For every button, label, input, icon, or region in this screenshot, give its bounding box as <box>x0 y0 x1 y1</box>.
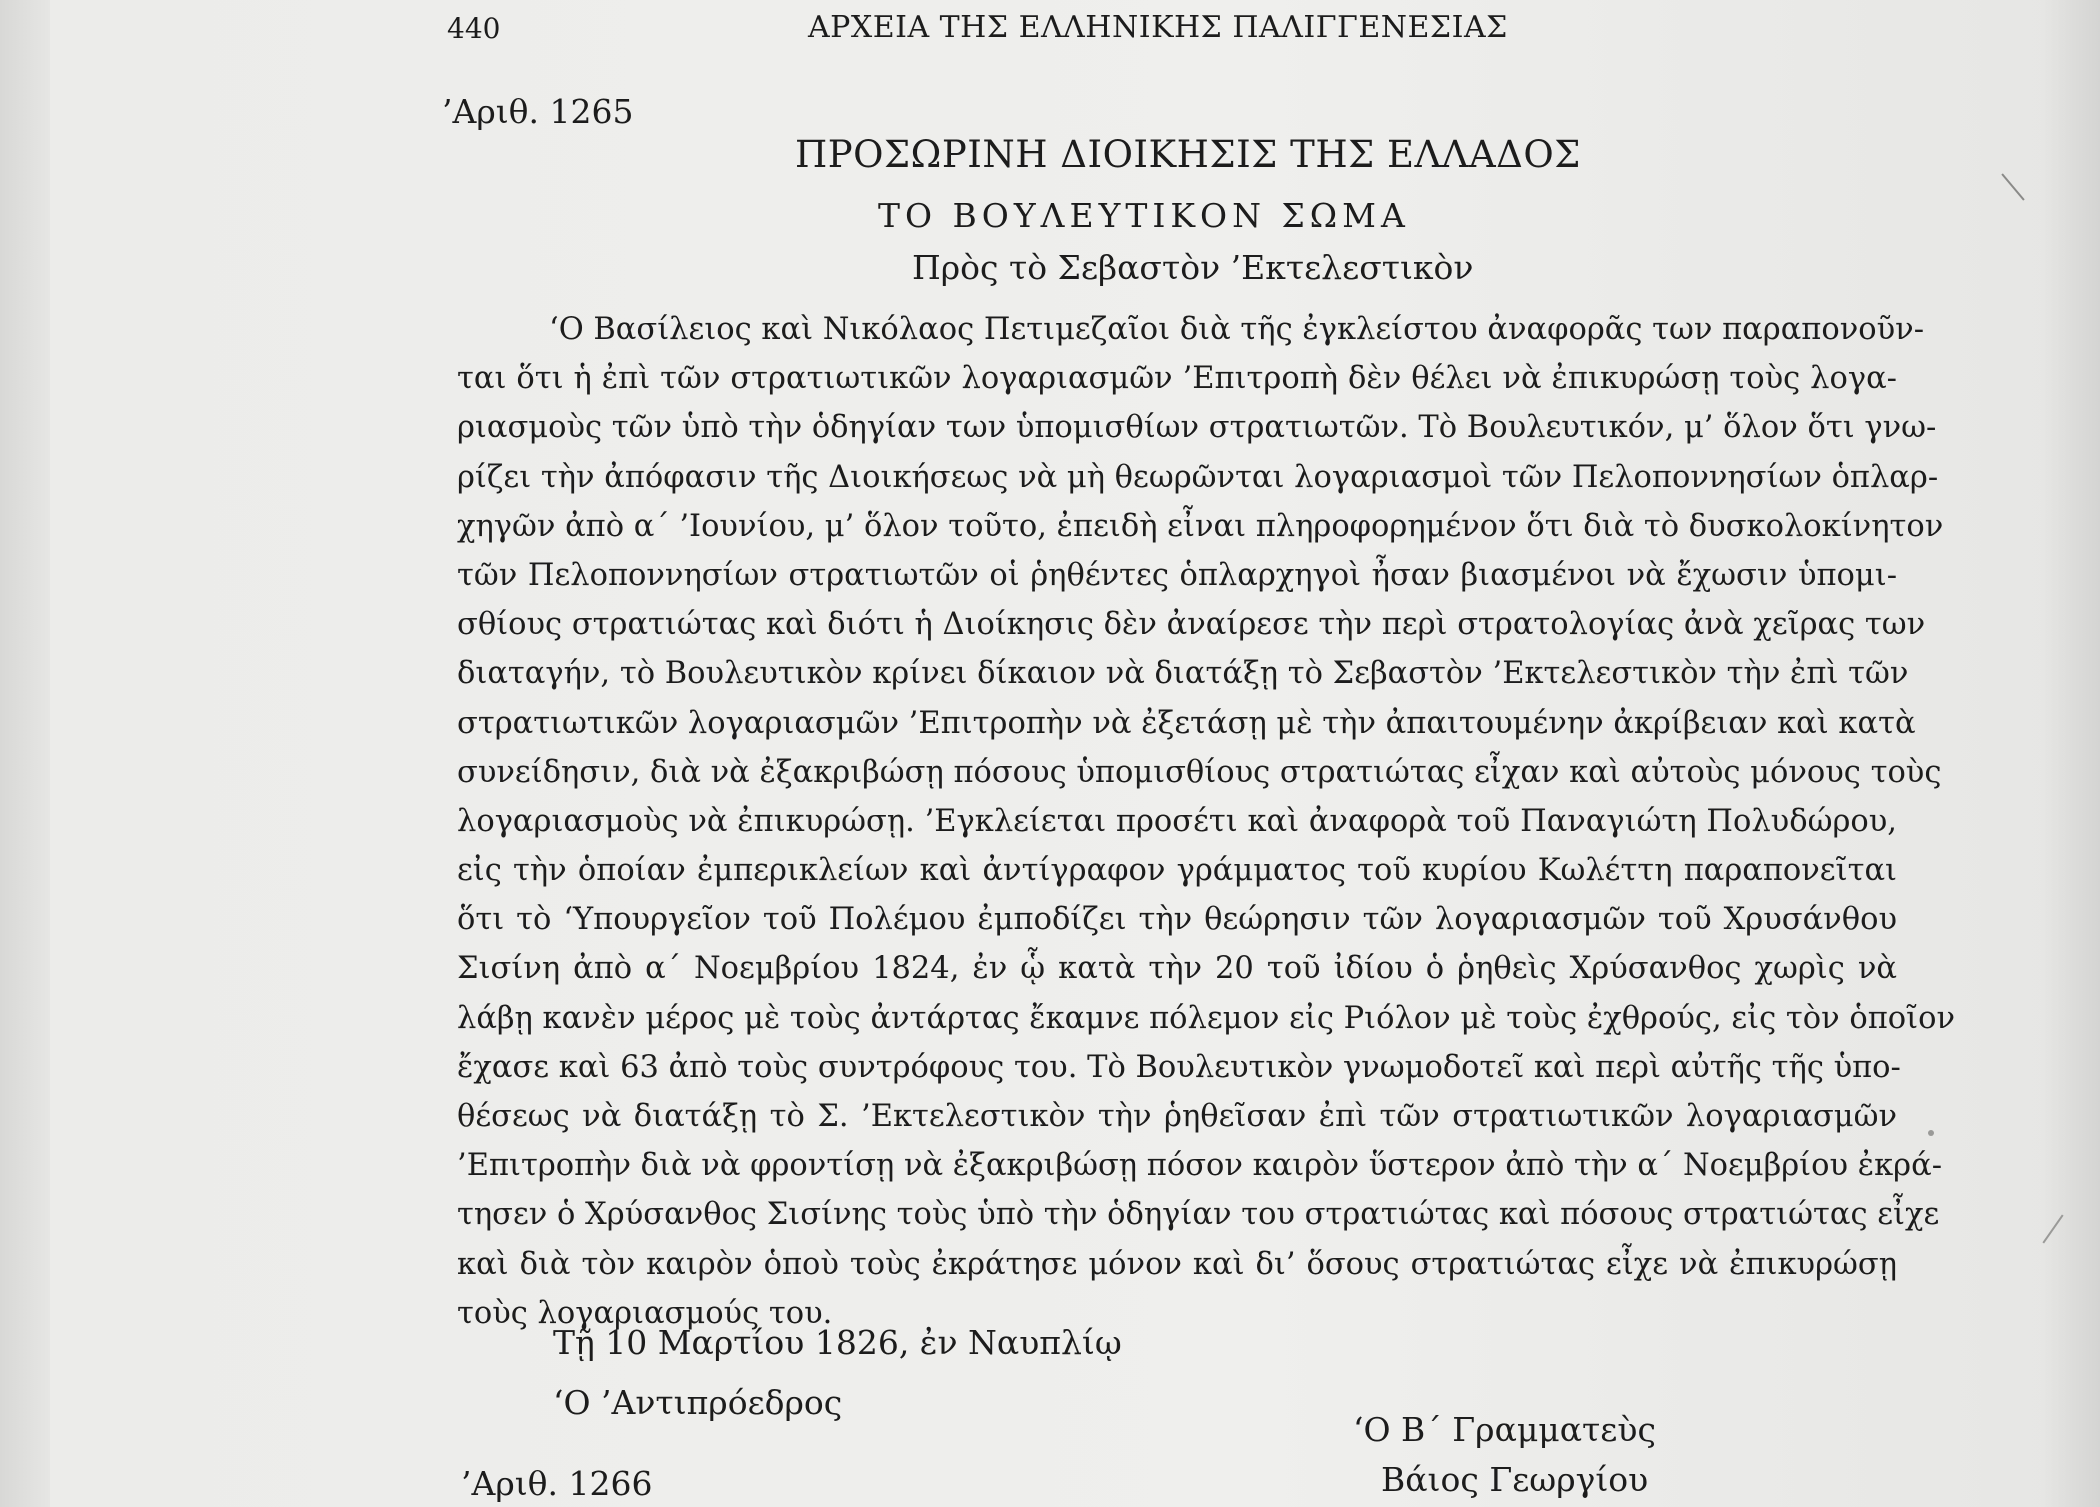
body-line: ἔχασε καὶ 63 ἀπὸ τοὺς συντρόφους του. Τὸ Βουλευτικὸν γνωμοδοτεῖ καὶ περὶ αὐτῆς τῆς ὑπο- <box>457 1049 1901 1085</box>
running-title: ΑΡΧΕΙΑ ΤΗΣ ΕΛΛΗΝΙΚΗΣ ΠΑΛΙΓΓΕΝΕΣΙΑΣ <box>808 10 1508 45</box>
document-number: ’Αριθ. 1265 <box>442 92 634 131</box>
body-line: ρίζει τὴν ἀπόφασιν τῆς Διοικήσεως νὰ μὴ θεωρῶνται λογαριασμοὶ τῶν Πελοποννησίων ὁπλαρ- <box>457 459 1939 495</box>
signatory-name: Βάιος Γεωργίου <box>1381 1460 1649 1499</box>
body-line: ριασμοὺς τῶν ὑπὸ τὴν ὁδηγίαν των ὑπομισθίων στρατιωτῶν. Τὸ Βουλευτικόν, μ’ ὅλον ὅτι γνω- <box>457 410 1937 446</box>
body-line: καὶ διὰ τὸν καιρὸν ὁποὺ τοὺς ἐκράτησε μόνον καὶ δι’ ὅσους στρατιώτας εἶχε νὰ ἐπικυρώσῃ <box>457 1246 1897 1282</box>
body-line: Σισίνη ἀπὸ α΄ Νοεμβρίου 1824, ἐν ᾧ κατὰ τὴν 20 τοῦ ἰδίου ὁ ῥηθεὶς Χρύσανθος χωρὶς νὰ <box>457 951 1897 987</box>
date-place-line: Τῇ 10 Μαρτίου 1826, ἐν Ναυπλίῳ <box>553 1323 1122 1362</box>
next-document-number: ’Αριθ. 1266 <box>461 1464 653 1503</box>
page-edge-shadow <box>2040 0 2100 1507</box>
body-line: τοὺς λογαριασμούς του. <box>457 1295 833 1331</box>
body-line: χηγῶν ἀπὸ α΄ ’Ιουνίου, μ’ ὅλον τοῦτο, ἐπειδὴ εἶναι πληροφορημένον ὅτι διὰ τὸ δυσκολοκίνητον <box>457 508 1944 544</box>
document-body <box>457 305 1955 1338</box>
body-line: ‘Ο Βασίλειος καὶ Νικόλαος Πετιμεζαῖοι διὰ τῆς ἐγκλείστου ἀναφορᾶς των παραπονοῦν- <box>549 312 1925 347</box>
secretary-title: ‘Ο Β΄ Γραμματεὺς <box>1353 1410 1656 1449</box>
body-line: θέσεως νὰ διατάξῃ τὸ Σ. ’Εκτελεστικὸν τὴν ῥηθεῖσαν ἐπὶ τῶν στρατιωτικῶν λογαριασμῶν <box>457 1099 1897 1134</box>
body-line: τησεν ὁ Χρύσανθος Σισίνης τοὺς ὑπὸ τὴν ὁδηγίαν του στρατιώτας καὶ πόσους στρατιώτας εἶχε <box>457 1197 1940 1233</box>
body-line: στρατιωτικῶν λογαριασμῶν ’Επιτροπὴν νὰ ἐξετάσῃ μὲ τὴν ἀπαιτουμένην ἀκρίβειαν καὶ κατὰ <box>457 705 1916 741</box>
body-line: τῶν Πελοποννησίων στρατιωτῶν οἱ ῥηθέντες ὁπλαρχηγοὶ ἦσαν βιασμένοι νὰ ἔχωσιν ὑπομι- <box>457 557 1897 593</box>
body-line: συνείδησιν, διὰ νὰ ἐξακριβώσῃ πόσους ὑπομισθίους στρατιώτας εἶχαν καὶ αὐτοὺς μόνους τοὺς <box>457 754 1942 790</box>
page-gutter <box>0 0 50 1507</box>
page-number: 440 <box>447 12 501 45</box>
body-line: ὅτι τὸ ‘Υπουργεῖον τοῦ Πολέμου ἐμποδίζει τὴν θεώρησιν τῶν λογαριασμῶν τοῦ Χρυσάνθου <box>457 902 1897 938</box>
body-line: εἰς τὴν ὁποίαν ἐμπερικλείων καὶ ἀντίγραφον γράμματος τοῦ κυρίου Κωλέττη παραπονεῖται <box>457 853 1897 889</box>
body-line: ται ὅτι ἡ ἐπὶ τῶν στρατιωτικῶν λογαριασμῶν ’Επιτροπὴ δὲν θέλει νὰ ἐπικυρώσῃ τοὺς λογα- <box>457 361 1897 397</box>
document-heading-body: ΤΟ ΒΟΥΛΕΥΤΙΚΟΝ ΣΩΜΑ <box>878 196 1410 235</box>
body-line: διαταγήν, τὸ Βουλευτικὸν κρίνει δίκαιον νὰ διατάξῃ τὸ Σεβαστὸν ’Εκτελεστικὸν τὴν ἐπὶ τῶν <box>457 656 1909 692</box>
body-line: λογαριασμοὺς νὰ ἐπικυρώσῃ. ’Εγκλείεται προσέτι καὶ ἀναφορὰ τοῦ Παναγιώτη Πολυδώρου, <box>457 803 1897 839</box>
body-line: λάβῃ κανὲν μέρος μὲ τοὺς ἀντάρτας ἔκαμνε πόλεμον εἰς Ριόλον μὲ τοὺς ἐχθρούς, εἰς τὸν ὁποῖον <box>457 1000 1955 1036</box>
scan-mark <box>2001 173 2024 200</box>
body-line: ’Επιτροπὴν διὰ νὰ φροντίσῃ νὰ ἐξακριβώσῃ πόσον καιρὸν ὕστερον ἀπὸ τὴν α΄ Νοεμβρίου ἐκρά- <box>457 1148 1942 1184</box>
document-heading-authority: ΠΡΟΣΩΡΙΝΗ ΔΙΟΙΚΗΣΙΣ ΤΗΣ ΕΛΛΑΔΟΣ <box>795 133 1581 176</box>
vice-president-title: ‘Ο ’Αντιπρόεδρος <box>553 1383 843 1422</box>
body-line: σθίους στρατιώτας καὶ διότι ἡ Διοίκησις δὲν ἀναίρεσε τὴν περὶ στρατολογίας ἀνὰ χεῖρας των <box>457 607 1926 643</box>
scan-speck <box>1928 1130 1934 1136</box>
document-addressee: Πρὸς τὸ Σεβαστὸν ’Εκτελεστικὸν <box>912 248 1474 287</box>
